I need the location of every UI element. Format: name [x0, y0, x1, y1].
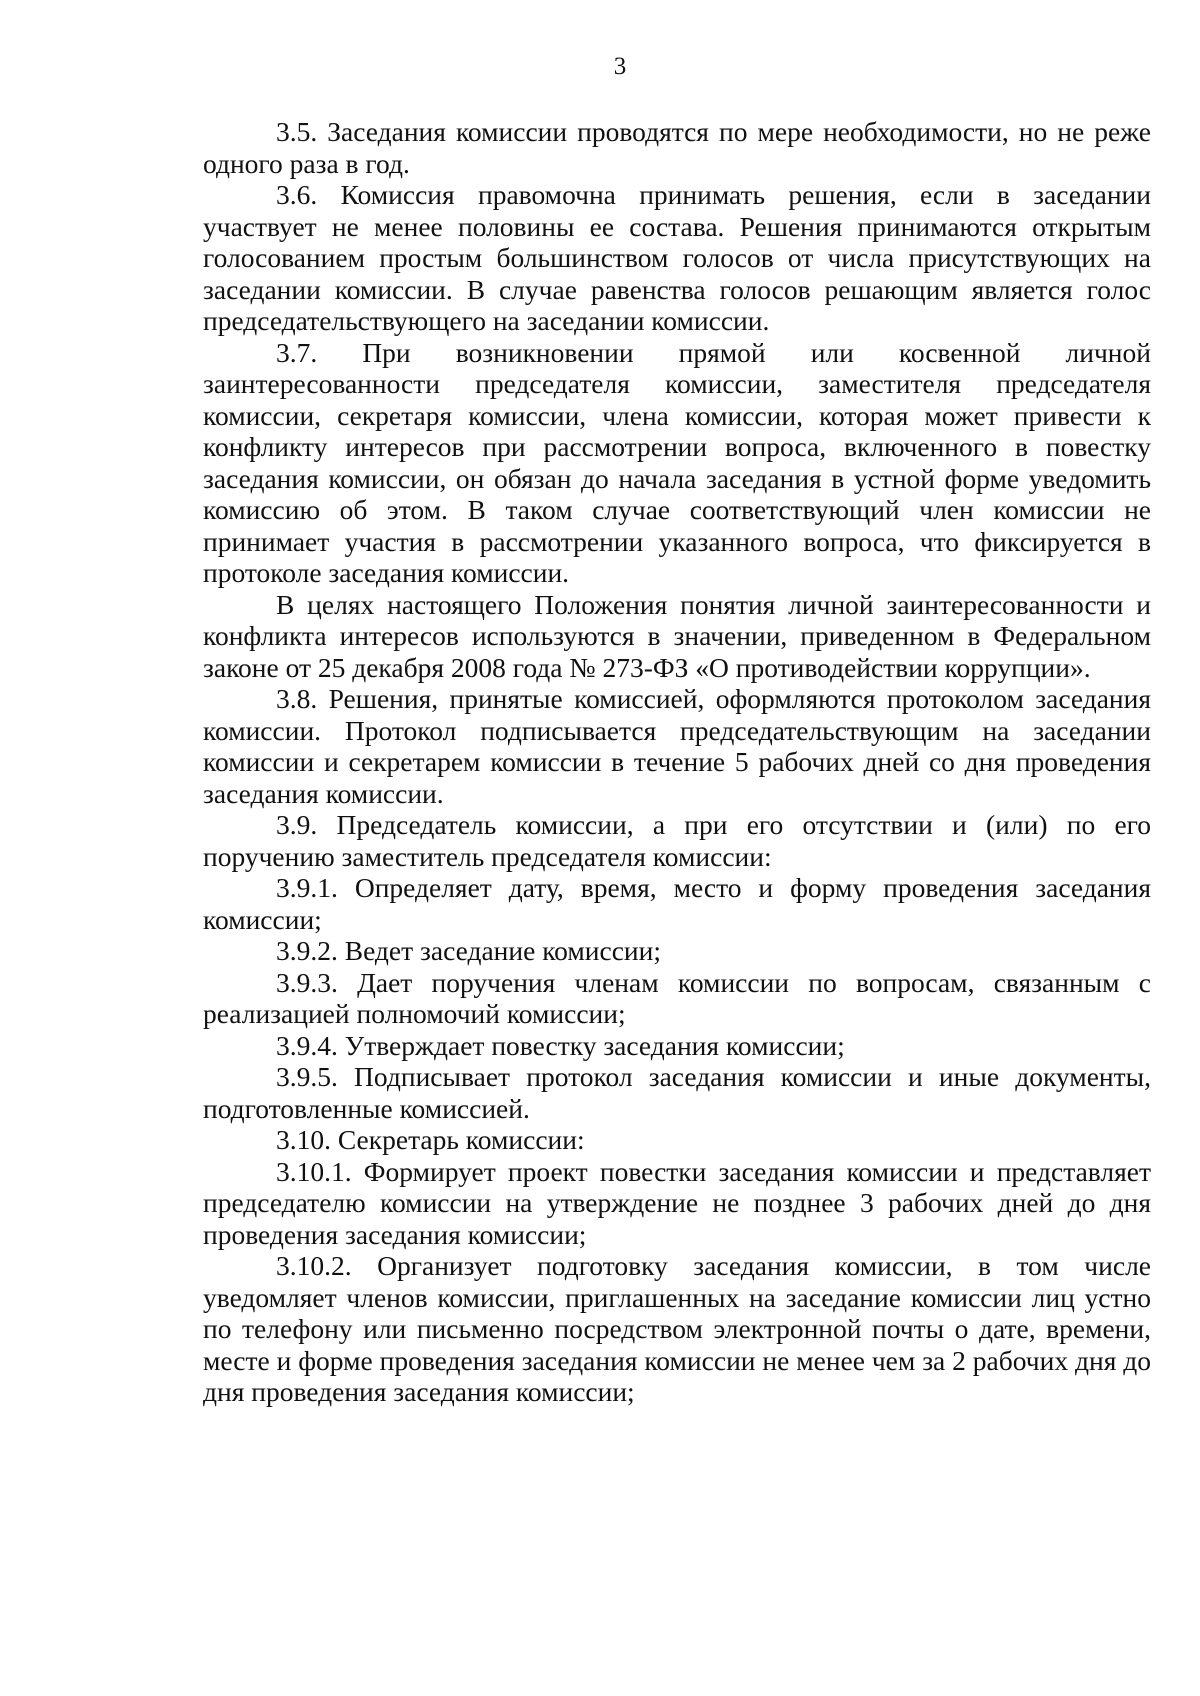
- paragraph-3-9-5: 3.9.5. Подписывает протокол заседания комиссии и иные документы, подготовленные комиссией.: [203, 1061, 1151, 1124]
- paragraph-3-9-2: 3.9.2. Ведет заседание комиссии;: [276, 935, 661, 966]
- paragraph-3-7: 3.7. При возникновении прямой или косвенной личной заинтересованности председателя комиссии, заместителя председателя комиссии, секретаря комиссии, члена комиссии, которая может привести к конфликту интересов при рассмотрении вопроса, включенного в повестку заседания комиссии, он обязан до начала заседания в устной форме уведомить комиссию об этом. В таком случае соответствующий член комиссии не принимает участия в рассмотрении указанного вопроса, что фиксируется в протоколе заседания комиссии.: [203, 336, 1151, 588]
- paragraph-3-10-2: 3.10.2. Организует подготовку заседания комиссии, в том числе уведомляет членов комиссии, приглашенных на заседание комиссии лиц устно по телефону или письменно посредством электронной почты о дате, времени, месте и форме проведения заседания комиссии не менее чем за 2 рабочих дня до дня проведения заседания комиссии;: [203, 1250, 1151, 1407]
- paragraph-3-9-4: 3.9.4. Утверждает повестку заседания комиссии;: [276, 1029, 845, 1061]
- paragraph-3-8: 3.8. Решения, принятые комиссией, оформляются протоколом заседания комиссии. Протокол подписывается председательствующим на заседании комиссии и секретарем комиссии в течение 5 рабочих дней со дня проведения заседания комиссии.: [203, 683, 1151, 809]
- paragraph-3-6: 3.6. Комиссия правомочна принимать решения, если в заседании участвует не менее половины ее состава. Решения принимаются открытым голосованием простым большинством голосов от числа присутствующих на заседании комиссии. В случае равенства голосов решающим является голос председательствующего на заседании комиссии.: [203, 179, 1151, 336]
- paragraph-3-9-1: 3.9.1. Определяет дату, время, место и форму проведения заседания комиссии;: [203, 872, 1151, 935]
- paragraph-3-10: 3.10. Секретарь комиссии:: [276, 1124, 585, 1155]
- paragraph-3-9-3: 3.9.3. Дает поручения членам комиссии по вопросам, связанным с реализацией полномочий комиссии;: [203, 966, 1151, 1029]
- document-body: [203, 116, 1151, 1408]
- paragraph-3-9: 3.9. Председатель комиссии, а при его отсутствии и (или) по его поручению заместитель председателя комиссии:: [203, 809, 1151, 872]
- paragraph-3-5: 3.5. Заседания комиссии проводятся по мере необходимости, но не реже одного раза в год.: [203, 116, 1151, 179]
- paragraph-3-10-1: 3.10.1. Формирует проект повестки заседания комиссии и представляет председателю комиссии на утверждение не позднее 3 рабочих дней до дня проведения заседания комиссии;: [203, 1155, 1151, 1250]
- page-number: 3: [613, 53, 627, 80]
- paragraph-definitions: В целях настоящего Положения понятия личной заинтересованности и конфликта интересов используются в значении, приведенном в Федеральном законе от 25 декабря 2008 года № 273-ФЗ «О противодействии коррупции».: [203, 588, 1151, 683]
